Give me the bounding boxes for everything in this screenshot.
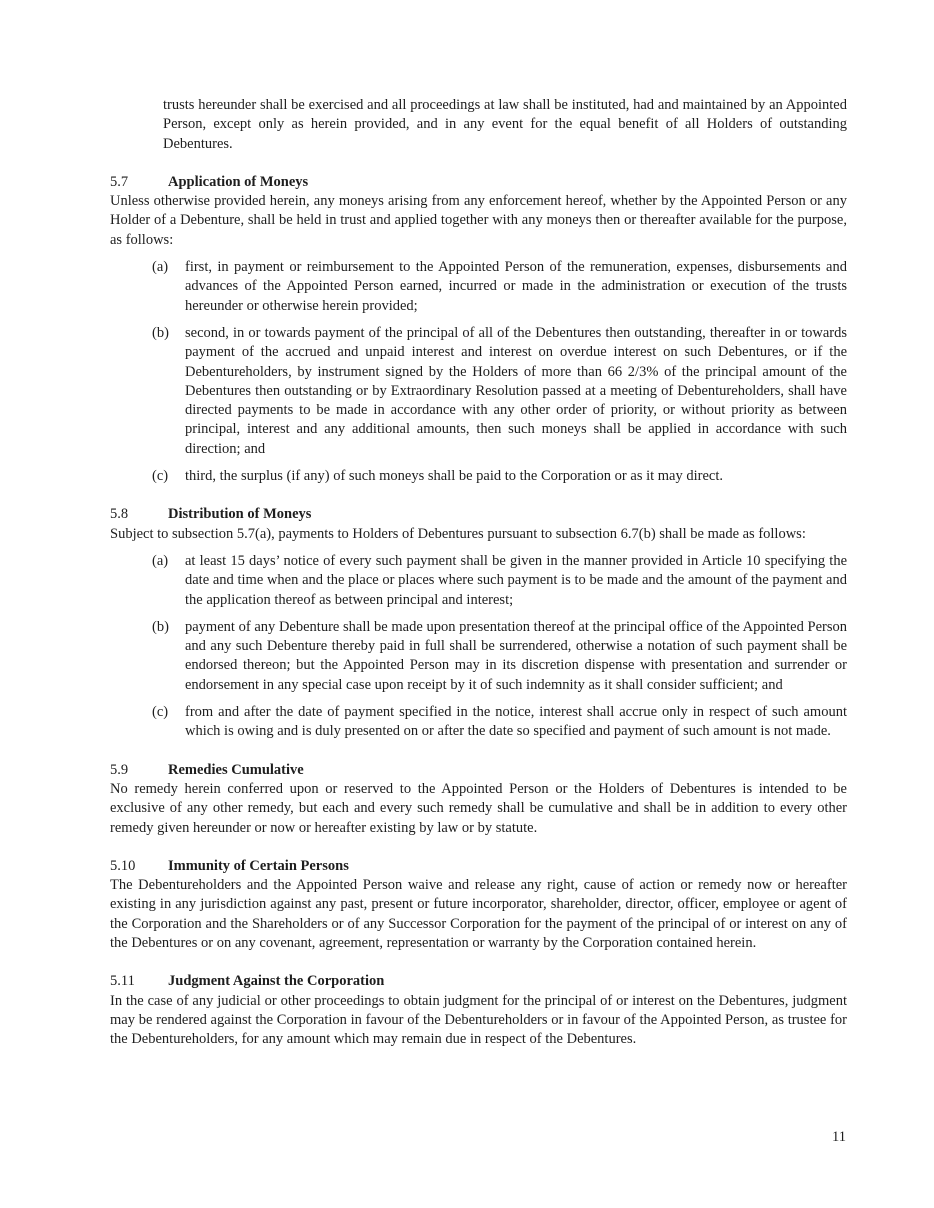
- list-item: [110, 258, 847, 316]
- section-number: 5.10: [110, 857, 136, 874]
- section-title: Remedies Cumulative: [168, 761, 304, 778]
- section-5-7: [110, 173, 847, 486]
- list-item: [110, 703, 847, 742]
- section-number: 5.11: [110, 973, 135, 990]
- list-item-text: first, in payment or reimbursement to the Appointed Person of the remuneration, expenses, disbursements and advances of the Appointed Person earned, incurred or made in the administration or execution of the trusts hereunder or otherwise herein provided;: [185, 259, 847, 314]
- section-body: The Debentureholders and the Appointed Person waive and release any right, cause of action or remedy now or hereafter existing in any jurisdiction against any past, present or future incorporator, shareholder, director, officer, employee or agent of the Corporation and the Shareholders or of any Successor Corporation for the payment of the principal of or interest on any of the Debentures or on any covenant, agreement, representation or warranty by the Corporation contained herein.: [110, 877, 847, 951]
- list-item-text: at least 15 days’ notice of every such payment shall be given in the manner provided in Article 10 specifying the date and time when and the place or places where such payment is to be made and the amount of the payment and the application thereof as between principal and interest;: [185, 552, 847, 608]
- section-number: 5.8: [110, 506, 129, 523]
- list-item: [110, 467, 847, 486]
- list-item: [110, 618, 847, 695]
- list-item-marker: (c): [152, 468, 169, 485]
- section-5-8: [110, 505, 847, 741]
- list-item-text: second, in or towards payment of the principal of all of the Debentures then outstanding, thereafter in or towards payment of the accrued and unpaid interest and interest on overdue interest on such Debentures, or if the Debentureholders, by instrument signed by the Holders of more than 66 2/3% of the principal amount of the Debentures then outstanding or by Extraordinary Resolution passed at a meeting of Debentureholders, shall have directed payments to be made in accordance with any other order of priority, or without priority as between principal, interest and any additional amounts, then such moneys shall be applied in accordance with such direction; and: [185, 324, 847, 457]
- section-number: 5.9: [110, 761, 129, 778]
- section-heading: [110, 173, 847, 192]
- section-5-9: [110, 761, 847, 838]
- section-5-11: [110, 972, 847, 1049]
- page-number: 11: [832, 1129, 846, 1145]
- section-title: Judgment Against the Corporation: [168, 973, 385, 990]
- section-heading: [110, 972, 847, 991]
- section-title: Distribution of Moneys: [168, 506, 312, 523]
- list-item: [110, 552, 847, 610]
- list-item: [110, 324, 847, 459]
- list-item-text: payment of any Debenture shall be made upon presentation thereof at the principal office of the Appointed Person and any such Debenture thereby paid in full shall be surrendered, otherwise a notation of such payment shall be endorsed thereon; but the Appointed Person may in its discretion dispense with presentation and surrender or endorsement in any special case upon receipt by it of such indemnity as it shall consider sufficient; and: [185, 618, 847, 693]
- list-item-marker: (a): [152, 552, 169, 569]
- section-heading: [110, 761, 847, 780]
- list-item-marker: (b): [152, 324, 169, 341]
- section-heading: [110, 505, 847, 524]
- section-body: No remedy herein conferred upon or reserved to the Appointed Person or the Holders of Debentures is intended to be exclusive of any other remedy, but each and every such remedy shall be cumulative and shall be in addition to every other remedy given hereunder or now or hereafter existing by law or by statute.: [110, 780, 847, 836]
- section-title: Immunity of Certain Persons: [168, 857, 349, 874]
- section-number: 5.7: [110, 173, 129, 190]
- continuation-paragraph: trusts hereunder shall be exercised and all proceedings at law shall be instituted, had and maintained by an Appointed Person, except only as herein provided, and in any event for the equal benefit of all Holders of outstanding Debentures.: [163, 97, 847, 152]
- list-item-marker: (c): [152, 704, 169, 721]
- section-body: Unless otherwise provided herein, any moneys arising from any enforcement hereof, whether by the Appointed Person or any Holder of a Debenture, shall be held in trust and applied together with any moneys then or thereafter available for the purpose, as follows:: [110, 193, 847, 248]
- list-item-marker: (a): [152, 259, 169, 276]
- section-body: In the case of any judicial or other proceedings to obtain judgment for the principal of or interest on the Debentures, judgment may be rendered against the Corporation in favour of the Debentureholders or in favour of the Appointed Person, as trustee for the Debentureholders, for any amount which may remain due in respect of the Debentures.: [110, 992, 847, 1048]
- section-heading: [110, 857, 847, 876]
- list-item-text: third, the surplus (if any) of such moneys shall be paid to the Corporation or as it may direct.: [185, 468, 723, 485]
- section-body: Subject to subsection 5.7(a), payments to Holders of Debentures pursuant to subsection 6.7(b) shall be made as follows:: [110, 525, 806, 542]
- list-item-text: from and after the date of payment specified in the notice, interest shall accrue only in respect of such amount which is owing and is duly presented on or after the date so specified and payment of such amount is not made.: [185, 704, 847, 740]
- section-title: Application of Moneys: [168, 173, 309, 190]
- list-item-marker: (b): [152, 618, 169, 635]
- section-5-10: [110, 857, 847, 953]
